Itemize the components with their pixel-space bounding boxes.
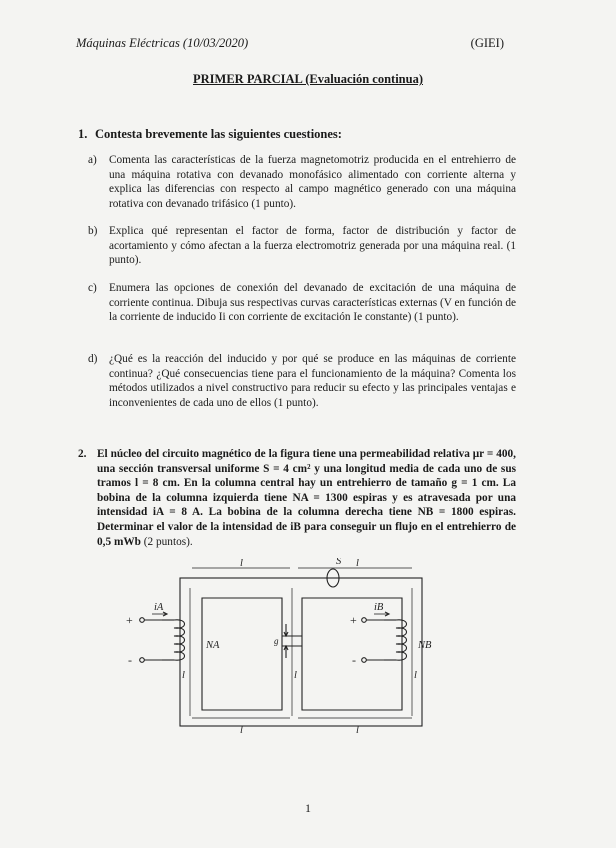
label-section: S [336,558,342,567]
exam-title: PRIMER PARCIAL (Evaluación continua) [193,72,423,86]
magnetic-circuit-figure [118,558,454,738]
item-label: d) [88,353,98,365]
question-1-number: 1. [78,127,88,141]
label-minus-b: - [352,653,356,667]
terminal-a-plus [140,618,145,623]
terminal-b-plus [362,618,367,623]
terminal-a-minus [140,658,145,663]
page-number: 1 [305,801,311,815]
item-text: ¿Qué es la reacción del inducido y por qué se produce en las máquinas de corriente continua? ¿Qué consecuencias tiene para el funcionamiento de la máquina? Comenta los métodos utilizados a nivel constructivo para reducir su efecto y las principales ventajas e inconvenientes de cada uno de ellos (1 punto). [109,353,516,409]
item-text: Comenta las características de la fuerza magnetomotriz producida en el entrehierro de una máquina rotativa con devanado monofásico alimentado con corriente alterna y explica las diferencias con respecto al campo magnético generado con una máquina rotativa con devanado trifásico (1 punto). [109,154,516,210]
item-text: Enumera las opciones de conexión del devanado de excitación de una máquina de corriente continua. Dibuja sus respectivas curvas características externas (V en función de la corriente de inducido Ii con corriente de excitación Ie constante) (1 punto). [109,282,516,323]
magnetic-circuit-diagram [118,558,454,738]
coil-b [362,612,407,662]
label-length-right: l [414,670,417,681]
question-1c [88,281,516,325]
label-length-top-left: l [240,558,243,569]
label-gap: g [274,636,279,646]
question-2-number: 2. [78,448,87,460]
label-length-top-right: l [356,558,359,569]
question-1a [88,153,516,211]
label-minus-a: - [128,653,132,667]
course-header: Máquinas Eléctricas (10/03/2020) [76,36,249,50]
core-outer-edge [180,578,422,726]
label-length-bottom-left: l [240,725,243,736]
label-coil-a: NA [206,640,220,651]
label-plus-b: + [350,613,357,627]
course-code: (GIEI) [470,36,504,50]
label-length-left: l [182,670,185,681]
question-1d [88,352,516,410]
label-current-b: iB [374,602,384,613]
item-label: b) [88,225,98,237]
question-1b [88,224,516,268]
item-label: a) [88,154,97,166]
label-coil-b: NB [418,640,432,651]
core-left-window [202,598,282,710]
label-length-bottom-right: l [356,725,359,736]
item-label: c) [88,282,97,294]
coil-a [140,612,185,662]
item-text: Explica qué representan el factor de forma, factor de distribución y factor de acortamiento y cómo afectan a la fuerza electromotriz generada por una máquina real. (1 punto). [109,225,516,266]
label-length-center: l [294,670,297,681]
question-2-points: (2 puntos). [143,535,193,548]
question-1-heading [78,127,342,142]
question-1-text: Contesta brevemente las siguientes cuestiones: [95,127,342,141]
question-2-text: El núcleo del circuito magnético de la figura tiene una permeabilidad relativa μr = 400, una sección transversal uniforme S = 4 cm² y una longitud media de cada uno de sus tramos l = 8 cm. En la columna central hay un entrehierro de tamaño g = 1 cm. La bobina de la columna izquierda tiene NA = 1300 espiras y es atravesada por una intensidad iA = 8 A. La bobina de la columna derecha tiene NB = 1800 espiras. Determinar el valor de la intensidad de iB para conseguir un flujo en el entrehierro de 0,5 mWb [97,448,516,548]
question-2 [78,447,516,549]
label-current-a: iA [154,602,164,613]
terminal-b-minus [362,658,367,663]
label-plus-a: + [126,613,133,627]
